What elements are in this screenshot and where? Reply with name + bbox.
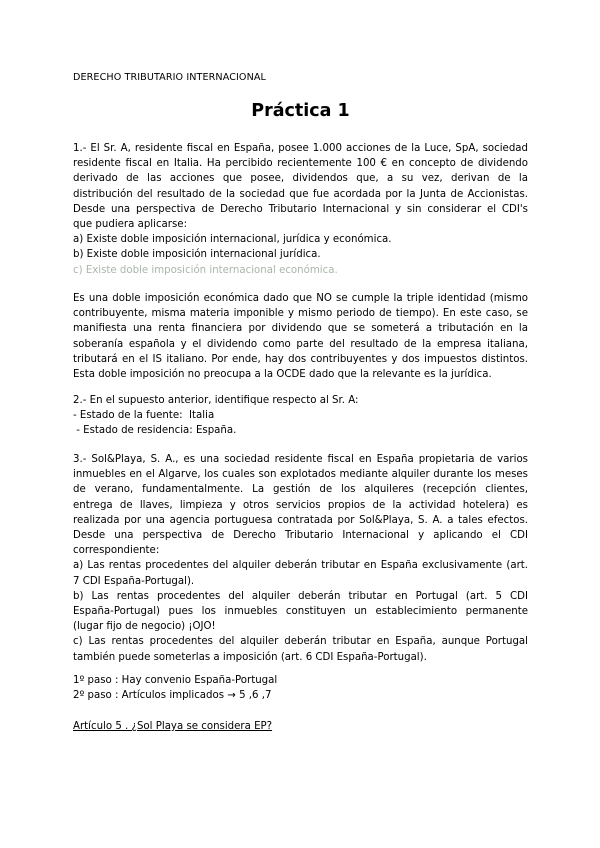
article-5-heading-text: Artículo 5 . ¿Sol Playa se considera EP? xyxy=(73,721,273,732)
question-1-line: residente fiscal en Italia. Ha percibido recientemente 100 € en concepto de dividendo xyxy=(73,158,528,170)
question-3-line: correspondiente: xyxy=(73,545,160,557)
question-3 xyxy=(73,452,528,665)
steps xyxy=(73,673,528,703)
question-1-line: Desde una perspectiva de Derecho Tributario Internacional y sin considerar el CDI's xyxy=(73,203,528,215)
step-2: 2º paso : Artículos implicados → 5 ,6 ,7 xyxy=(73,690,272,702)
answer-1-line: tributará en el IS italiano. Por ende, hay dos contribuyentes y dos impuestos distintos. xyxy=(73,353,528,365)
question-1-option-b: b) Existe doble imposición internacional jurídica. xyxy=(73,249,321,261)
answer-1-line: Esta doble imposición no preocupa a la OCDE dado que la relevante es la jurídica. xyxy=(73,369,492,381)
question-3-option-b: España-Portugal) pues los inmuebles constituyen un establecimiento permanente xyxy=(73,606,528,618)
question-1-option-c: c) Existe doble imposición internacional económica. xyxy=(73,264,338,276)
question-3-line: inmuebles en el Algarve, los cuales son explotados mediante alquiler durante los meses xyxy=(73,469,528,481)
question-3-line: entrega de llaves, limpieza y otros servicios propios de la actividad hotelera) es xyxy=(73,499,528,511)
question-3-option-c: c) Las rentas procedentes del alquiler deberán tributar en España, aunque Portugal xyxy=(73,636,528,648)
question-3-line: realizada por una agencia portuguesa contratada por Sol&Playa, S. A. a tales efectos. xyxy=(73,514,528,526)
question-3-option-a: 7 CDI España-Portugal). xyxy=(73,575,195,587)
question-3-line: de verano, fundamentalmente. La gestión de los alquileres (recepción clientes, xyxy=(73,484,528,496)
question-1-option-a: a) Existe doble imposición internacional, jurídica y económica. xyxy=(73,234,392,246)
question-3-line: Desde una perspectiva de Derecho Tributario Internacional y aplicando el CDI xyxy=(73,530,528,542)
source-state: - Estado de la fuente: Italia xyxy=(73,410,215,422)
answer-1 xyxy=(73,291,528,382)
article-5-heading xyxy=(73,719,528,734)
answer-1-line: Es una doble imposición económica dado que NO se cumple la triple identidad (mismo xyxy=(73,293,528,304)
question-1-line: distribución del resultado de la sociedad que fue acordada por la Junta de Accionistas. xyxy=(73,188,528,200)
question-3-option-b: b) Las rentas procedentes del alquiler deberán tributar en Portugal (art. 5 CDI xyxy=(73,590,528,602)
step-1: 1º paso : Hay convenio España-Portugal xyxy=(73,675,278,686)
question-2-text: 2.- En el supuesto anterior, identifique respecto al Sr. A: xyxy=(73,395,359,406)
answer-1-line: contribuyente, misma materia imponible y mismo periodo de tiempo). En este caso, se xyxy=(73,308,528,320)
question-3-line: 3.- Sol&Playa, S. A., es una sociedad residente fiscal en España propietaria de varios xyxy=(73,454,528,465)
question-3-option-c: también puede someterlas a imposición (art. 6 CDI España-Portugal). xyxy=(73,651,427,663)
residence-state: - Estado de residencia: España. xyxy=(73,425,237,437)
answer-1-line: manifiesta una renta financiera por dividendo que se someterá a tributación en la xyxy=(73,323,528,335)
question-1-line: derivado de las acciones que posee, dividendos que, a su vez, derivan de la xyxy=(73,173,528,185)
page-title: Práctica 1 xyxy=(251,101,350,121)
question-1 xyxy=(73,141,528,278)
answer-1-line: soberanía española y el dividendo como parte del resultado de la empresa italiana, xyxy=(73,338,528,350)
question-1-line: 1.- El Sr. A, residente fiscal en España, posee 1.000 acciones de la Luce, SpA, sociedad xyxy=(73,143,528,154)
course-header: DERECHO TRIBUTARIO INTERNACIONAL xyxy=(73,72,266,83)
question-2 xyxy=(73,393,528,439)
question-3-option-a: a) Las rentas procedentes del alquiler deberán tributar en España exclusivamente (art. xyxy=(73,560,528,572)
question-3-option-b: (lugar fijo de negocio) ¡OJO! xyxy=(73,621,216,633)
question-1-line: que pudiera aplicarse: xyxy=(73,219,187,231)
